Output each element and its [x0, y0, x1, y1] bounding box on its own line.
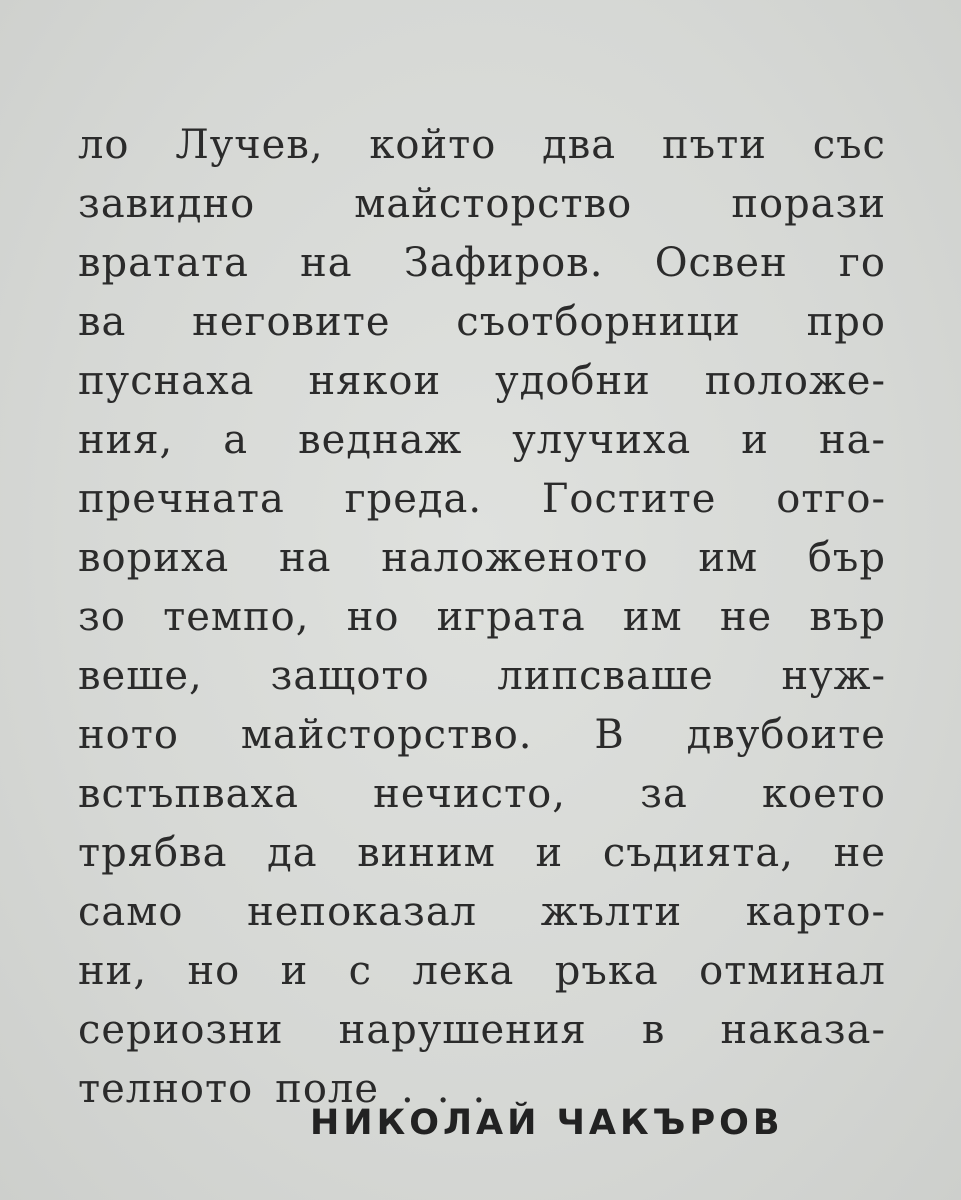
article-word: не	[833, 830, 886, 876]
article-word: което	[762, 771, 886, 817]
article-line	[78, 293, 886, 352]
article-word: удобни	[495, 358, 651, 404]
article-line	[78, 647, 886, 706]
article-word: нарушения	[338, 1007, 587, 1053]
article-word: ло	[78, 122, 130, 168]
article-word: отго-	[776, 476, 886, 522]
article-line	[78, 470, 886, 529]
article-word: който	[369, 122, 497, 168]
article-word: виним	[357, 830, 496, 876]
article-word: някои	[308, 358, 442, 404]
article-word: за	[640, 771, 688, 817]
article-word: .	[472, 1066, 487, 1112]
article-word: вориха	[78, 535, 230, 581]
article-word: про	[806, 299, 886, 345]
article-word: В	[594, 712, 625, 758]
article-line	[78, 1001, 886, 1060]
article-word: наказа-	[720, 1007, 886, 1053]
article-word: им	[622, 594, 683, 640]
article-word: отминал	[699, 948, 886, 994]
article-word: Освен	[654, 240, 788, 286]
article-word: .	[436, 1066, 451, 1112]
article-word: им	[698, 535, 759, 581]
article-body	[78, 116, 886, 1119]
article-word: непоказал	[247, 889, 478, 935]
article-word: не	[719, 594, 773, 640]
article-word: защото	[270, 653, 430, 699]
article-word: вър	[809, 594, 886, 640]
article-word: липсваше	[497, 653, 714, 699]
article-word: веднаж	[298, 417, 463, 463]
article-word: с	[348, 948, 373, 994]
article-word: наложеното	[381, 535, 649, 581]
article-word: и	[741, 417, 769, 463]
article-word: на-	[818, 417, 886, 463]
article-word: Гостите	[541, 476, 717, 522]
article-word: встъпваха	[78, 771, 299, 817]
article-word: в	[641, 1007, 666, 1053]
article-word: само	[78, 889, 184, 935]
article-word: темпо,	[163, 594, 310, 640]
article-word: майсторство	[354, 181, 633, 227]
article-word: жълти	[540, 889, 683, 935]
article-word: съдията,	[602, 830, 794, 876]
article-line	[78, 942, 886, 1001]
article-word: пуснаха	[78, 358, 255, 404]
article-word: ва	[78, 299, 127, 345]
article-line	[78, 706, 886, 765]
article-line	[78, 824, 886, 883]
article-word: съотборници	[456, 299, 741, 345]
article-word: Зафиров.	[403, 240, 604, 286]
article-word: порази	[731, 181, 886, 227]
article-word: двубоите	[686, 712, 886, 758]
article-word: телното	[78, 1066, 254, 1112]
article-word: пречната	[78, 476, 285, 522]
article-word: карто-	[745, 889, 886, 935]
article-word: неговите	[192, 299, 391, 345]
article-line	[78, 765, 886, 824]
article-line	[78, 883, 886, 942]
article-word: и	[535, 830, 564, 876]
article-word: бър	[807, 535, 886, 581]
article-word: веше,	[78, 653, 203, 699]
article-word: поле	[275, 1066, 379, 1112]
article-word: и	[280, 948, 309, 994]
article-word: трябва	[78, 830, 228, 876]
article-word: го	[838, 240, 886, 286]
article-word: на	[300, 240, 353, 286]
article-line	[78, 116, 886, 175]
article-word: улучиха	[512, 417, 692, 463]
article-line	[78, 175, 886, 234]
article-word: ръка	[554, 948, 659, 994]
article-word: два	[542, 122, 617, 168]
article-word: положе-	[704, 358, 886, 404]
article-word: ни,	[78, 948, 148, 994]
author-signature: НИКОЛАЙ ЧАКЪРОВ	[310, 1103, 784, 1143]
article-line	[78, 352, 886, 411]
article-word: на	[278, 535, 332, 581]
article-word: майсторство.	[240, 712, 533, 758]
article-word: пъти	[661, 122, 767, 168]
article-line	[78, 411, 886, 470]
article-word: зо	[78, 594, 126, 640]
article-word: но	[346, 594, 400, 640]
article-word: сериозни	[78, 1007, 284, 1053]
article-word: лека	[412, 948, 515, 994]
article-word: а	[223, 417, 249, 463]
article-line	[78, 529, 886, 588]
article-word: вратата	[78, 240, 249, 286]
article-word: ното	[78, 712, 179, 758]
article-word: .	[401, 1066, 415, 1112]
article-line	[78, 588, 886, 647]
article-word: ния,	[78, 417, 174, 463]
article-word: нуж-	[781, 653, 886, 699]
article-word: да	[267, 830, 318, 876]
article-word: със	[812, 122, 886, 168]
article-word: но	[187, 948, 241, 994]
article-word: играта	[436, 594, 586, 640]
article-line	[78, 234, 886, 293]
article-word: завидно	[78, 181, 256, 227]
article-word: греда.	[344, 476, 483, 522]
article-word: Лучев,	[175, 122, 324, 168]
article-word: нечисто,	[373, 771, 566, 817]
